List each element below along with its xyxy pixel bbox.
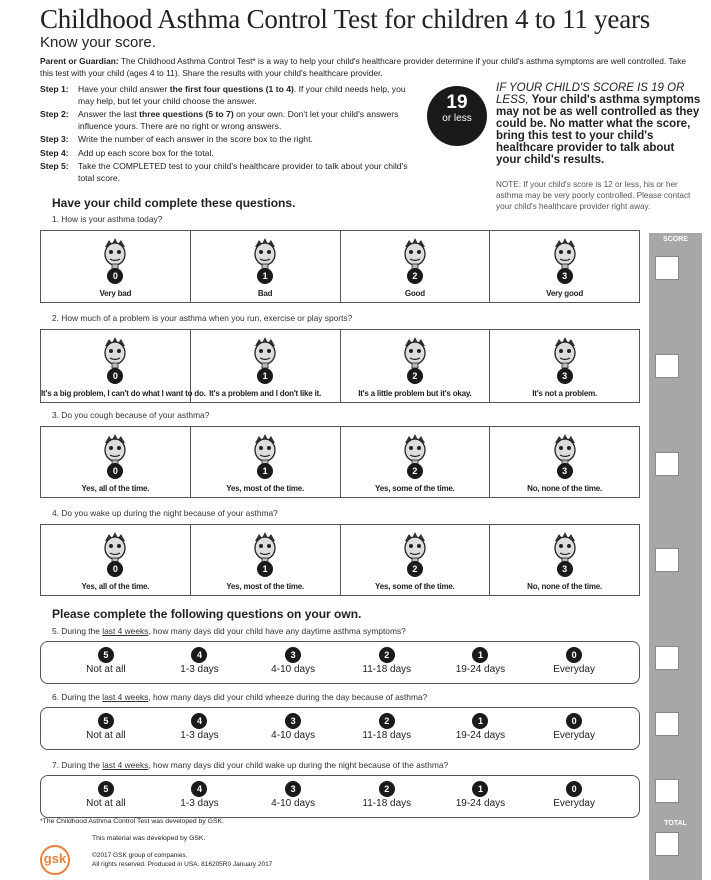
step-text: [78, 109, 410, 132]
child-section-heading: Have your child complete these questions.: [52, 196, 296, 210]
answer-option[interactable]: [248, 642, 338, 682]
copyright: ©2017 GSK group of companies.: [92, 852, 188, 859]
warning-text: [496, 82, 701, 166]
answer-score-number: 0: [107, 268, 123, 284]
answer-label: 1-3 days: [180, 730, 219, 741]
answer-option[interactable]: [41, 525, 191, 595]
answer-label: Yes, most of the time.: [226, 484, 305, 493]
answer-score-number: 2: [407, 268, 423, 284]
step-label: Step 5:: [40, 161, 69, 171]
question-text: 3. Do you cough because of your asthma?: [52, 410, 210, 420]
badge-number: 19: [446, 92, 468, 113]
answer-label: Very bad: [99, 289, 132, 298]
answer-label: Good: [404, 289, 425, 298]
answer-label: It's a big problem, I can't do what I want to do.: [41, 389, 206, 398]
score-label: SCORE: [663, 236, 688, 243]
answer-label: No, none of the time.: [527, 484, 603, 493]
question-text: 4. Do you wake up during the night because of your asthma?: [52, 508, 278, 518]
answer-option[interactable]: [490, 231, 639, 302]
answer-score-number: 2: [379, 647, 395, 663]
answer-option[interactable]: [61, 776, 151, 816]
step-label: Step 1:: [40, 84, 69, 94]
answer-score-number: 3: [557, 368, 573, 384]
answer-option[interactable]: [248, 708, 338, 748]
step-item: [40, 161, 410, 184]
developed-by: This material was developed by GSK.: [92, 835, 206, 842]
answer-row: [40, 524, 640, 596]
answer-label: Yes, all of the time.: [81, 484, 150, 493]
score-box[interactable]: [655, 712, 679, 736]
answer-score-number: 0: [107, 368, 123, 384]
answer-option[interactable]: [341, 231, 491, 302]
gsk-logo: gsk: [40, 845, 70, 875]
rights-text: All rights reserved. Produced in USA. 816205R0 January 2017: [92, 861, 273, 868]
question-rest: , how many days did your child wheeze during the day because of asthma?: [148, 692, 428, 702]
answer-label: 19-24 days: [455, 730, 506, 741]
answer-score-number: 1: [257, 463, 273, 479]
step-text: [78, 148, 214, 160]
question-period: last 4 weeks: [102, 626, 149, 636]
step-label: Step 4:: [40, 147, 69, 158]
answer-label: 1-3 days: [180, 798, 219, 809]
answer-label: Everyday: [553, 798, 595, 809]
score-box[interactable]: [655, 548, 679, 572]
answer-score-number: 3: [557, 463, 573, 479]
question-text: [52, 692, 427, 702]
answer-row: [40, 775, 640, 818]
question-period: last 4 weeks: [102, 692, 149, 702]
answer-label: Yes, most of the time.: [226, 582, 305, 591]
answer-label: Yes, all of the time.: [81, 582, 150, 591]
question-text: 2. How much of a problem is your asthma when you run, exercise or play sports?: [52, 313, 353, 323]
question-rest: , how many days did your child wake up during the night because of the asthma?: [148, 760, 449, 770]
answer-score-number: 1: [257, 268, 273, 284]
answer-option[interactable]: [490, 525, 639, 595]
note-text: NOTE: If your child's score is 12 or less, his or her asthma may be very poorly controlled. Please contact your child's healthcare provider right away.: [496, 180, 691, 211]
answer-label: Everyday: [553, 664, 595, 675]
total-score-box[interactable]: [655, 832, 679, 856]
step-label: Step 2:: [40, 109, 69, 119]
answer-option[interactable]: [341, 330, 491, 402]
answer-option[interactable]: [154, 776, 244, 816]
step-text-bold: the first four questions (1 to 4): [169, 84, 294, 94]
page-title: Childhood Asthma Control Test for children 4 to 11 years: [40, 4, 651, 34]
step-text-pre: Answer the last: [78, 109, 140, 119]
answer-score-number: 4: [191, 713, 207, 729]
answer-option[interactable]: [529, 642, 619, 682]
answer-label: 4-10 days: [271, 664, 316, 675]
answer-label: Bad: [257, 289, 273, 298]
step-text: [78, 84, 410, 107]
answer-label: It's a problem and I don't like it.: [209, 389, 322, 398]
answer-option[interactable]: [41, 231, 191, 302]
answer-option[interactable]: [191, 427, 341, 497]
answer-score-number: 5: [98, 781, 114, 797]
step-text-pre: Have your child answer: [78, 84, 170, 94]
answer-score-number: 2: [379, 781, 395, 797]
answer-score-number: 0: [566, 781, 582, 797]
step-text-pre: Write the number of each answer in the score box to the right.: [78, 134, 313, 144]
step-item: [40, 148, 410, 160]
parent-section-heading: Please complete the following questions on your own.: [52, 607, 362, 621]
score-badge: [427, 86, 487, 146]
step-text-pre: Take the COMPLETED test to your child's healthcare provider to talk about your child's total score.: [78, 161, 408, 183]
answer-label: 11-18 days: [362, 730, 412, 741]
answer-label: 11-18 days: [362, 798, 412, 809]
score-box[interactable]: [655, 256, 679, 280]
question-text: [52, 626, 406, 636]
step-text-post: . If your child needs help, you may help, but let your child choose the answer.: [78, 84, 406, 106]
answer-option[interactable]: [435, 776, 525, 816]
score-box[interactable]: [655, 646, 679, 670]
answer-option[interactable]: [341, 525, 491, 595]
answer-row: [40, 329, 640, 403]
intro-body: The Childhood Asthma Control Test* is a way to help your child's healthcare provider determine if your child's asthma symptoms are well controlled. Take this test with your child (ages 4 to 11). Share the results with your child's healthcare provider.: [40, 56, 687, 78]
answer-label: No, none of the time.: [527, 582, 603, 591]
question-number: 6. During the: [52, 692, 103, 702]
answer-option[interactable]: [191, 525, 341, 595]
answer-option[interactable]: [342, 708, 432, 748]
score-box[interactable]: [655, 779, 679, 803]
intro-label: Parent or Guardian:: [40, 56, 119, 66]
answer-option[interactable]: [529, 708, 619, 748]
answer-label: 19-24 days: [455, 798, 506, 809]
question-rest: , how many days did your child have any daytime asthma symptoms?: [148, 626, 406, 636]
answer-option[interactable]: [435, 708, 525, 748]
answer-label: Very good: [546, 289, 584, 298]
answer-label: 4-10 days: [271, 798, 316, 809]
answer-score-number: 0: [107, 561, 123, 577]
answer-label: It's not a problem.: [532, 389, 598, 398]
answer-label: Not at all: [86, 798, 126, 809]
answer-row: [40, 426, 640, 498]
answer-score-number: 2: [407, 368, 423, 384]
step-text-bold: three questions (5 to 7): [139, 109, 234, 119]
answer-label: Everyday: [553, 730, 595, 741]
answer-option[interactable]: [61, 708, 151, 748]
step-item: [40, 134, 410, 146]
answer-score-number: 1: [472, 647, 488, 663]
answer-option[interactable]: [490, 427, 639, 497]
answer-label: 1-3 days: [180, 664, 219, 675]
answer-label: 4-10 days: [271, 730, 316, 741]
badge-text: or less: [442, 113, 472, 124]
question-number: 7. During the: [52, 760, 103, 770]
answer-score-number: 0: [566, 647, 582, 663]
answer-label: Yes, some of the time.: [375, 582, 455, 591]
answer-score-number: 3: [285, 713, 301, 729]
answer-row: [40, 707, 640, 750]
step-label: Step 3:: [40, 134, 69, 144]
total-label: TOTAL: [664, 820, 687, 827]
answer-option[interactable]: [191, 231, 341, 302]
answer-row: [40, 230, 640, 303]
answer-score-number: 4: [191, 781, 207, 797]
answer-option[interactable]: [341, 427, 491, 497]
answer-label: Not at all: [86, 730, 126, 741]
answer-score-number: 5: [98, 647, 114, 663]
page-subtitle: Know your score.: [40, 34, 156, 51]
step-text: [78, 161, 410, 184]
question-period: last 4 weeks: [102, 760, 149, 770]
answer-option[interactable]: [490, 330, 639, 402]
answer-option[interactable]: [61, 642, 151, 682]
answer-score-number: 5: [98, 713, 114, 729]
answer-option[interactable]: [41, 427, 191, 497]
answer-option[interactable]: [154, 642, 244, 682]
answer-score-number: 1: [257, 561, 273, 577]
answer-score-number: 3: [285, 781, 301, 797]
warning-italic: IF YOUR CHILD'S SCORE IS 19 OR LESS,: [496, 82, 685, 106]
answer-score-number: 4: [191, 647, 207, 663]
answer-option[interactable]: [191, 330, 341, 402]
answer-label: 11-18 days: [362, 664, 412, 675]
step-text: [78, 134, 313, 146]
answer-score-number: 3: [285, 647, 301, 663]
answer-option[interactable]: [154, 708, 244, 748]
question-text: [52, 760, 448, 770]
answer-label: Not at all: [86, 664, 126, 675]
step-text-pre: Add up each score box for the total.: [78, 147, 214, 158]
answer-score-number: 2: [407, 561, 423, 577]
answer-option[interactable]: [529, 776, 619, 816]
answer-score-number: 1: [472, 781, 488, 797]
answer-label: 19-24 days: [455, 664, 506, 675]
answer-option[interactable]: [435, 642, 525, 682]
answer-option[interactable]: [342, 642, 432, 682]
answer-score-number: 3: [557, 268, 573, 284]
steps-list: [40, 84, 410, 186]
warning-bold: Your child's asthma symptoms may not be as well controlled as they could be. No matter what the score, bring this test to your child's healthcare provider to talk about your child's results.: [496, 94, 701, 166]
answer-score-number: 0: [107, 463, 123, 479]
intro-text: [40, 55, 700, 79]
step-item: [40, 109, 410, 132]
answer-option[interactable]: [342, 776, 432, 816]
answer-label: Yes, some of the time.: [375, 484, 455, 493]
answer-score-number: 1: [472, 713, 488, 729]
score-box[interactable]: [655, 354, 679, 378]
answer-row: [40, 641, 640, 684]
answer-score-number: 0: [566, 713, 582, 729]
answer-label: It's a little problem but it's okay.: [358, 389, 472, 398]
answer-score-number: 3: [557, 561, 573, 577]
step-text-post: on your own. Don't let your child's answers influence yours. There are no right or wrong answers.: [78, 109, 399, 131]
question-number: 5. During the: [52, 626, 103, 636]
score-box[interactable]: [655, 452, 679, 476]
footnote: *The Childhood Asthma Control Test was developed by GSK.: [40, 818, 224, 825]
question-text: 1. How is your asthma today?: [52, 214, 163, 224]
step-item: [40, 84, 410, 107]
answer-score-number: 1: [257, 368, 273, 384]
answer-score-number: 2: [379, 713, 395, 729]
answer-option[interactable]: [248, 776, 338, 816]
answer-score-number: 2: [407, 463, 423, 479]
answer-option[interactable]: [41, 330, 206, 402]
